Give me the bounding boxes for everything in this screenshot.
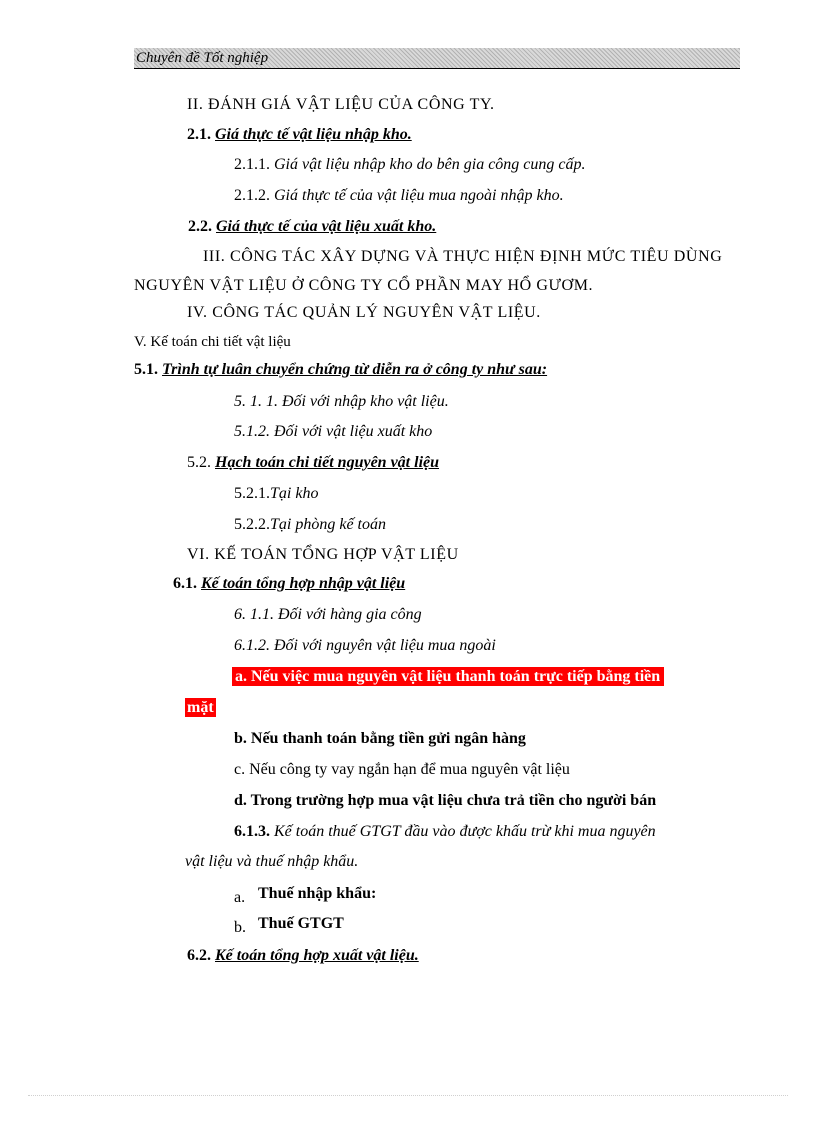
sub-item-b [234,914,344,934]
item-2-1-1-text: Giá vật liệu nhập kho do bên gia công cung cấp. [274,156,586,173]
heading-5-1-title: Trình tự luân chuyển chứng từ diễn ra ở công ty như sau: [162,361,548,378]
heading-5-2-number: 5.2. [187,454,211,471]
item-2-1-2 [234,186,564,206]
heading-6-2 [187,946,419,966]
sub-item-a-marker: a. [234,889,246,906]
heading-6-2-title: Kế toán tổng hợp xuất vật liệu. [215,947,419,964]
heading-5-2-title: Hạch toán chi tiết nguyên vật liệu [215,454,440,471]
item-c: c. Nếu công ty vay ngắn hạn để mua nguyên vật liệu [234,761,570,778]
header-title: Chuyên đề Tốt nghiệp [136,50,269,66]
sub-item-a-text: Thuế nhập khẩu: [258,885,377,902]
heading-section-3-line-2: NGUYÊN VẬT LIỆU Ở CÔNG TY CỔ PHẦN MAY HỔ GƯƠM. [134,277,594,294]
heading-5-1 [134,360,547,380]
highlighted-item-a: a. Nếu việc mua nguyên vật liệu thanh toán trực tiếp bằng tiền [232,667,664,686]
item-a-line-2 [185,698,216,718]
sub-item-b-text: Thuế GTGT [258,915,344,932]
heading-2-1-title: Giá thực tế vật liệu nhập kho. [215,126,412,143]
heading-6-1-3 [234,822,656,842]
item-5-2-2-text: Tại phòng kế toán [270,516,386,533]
heading-2-2 [188,217,436,237]
item-5-2-2 [234,515,386,535]
heading-5-2 [187,453,439,473]
item-2-1-1 [234,155,586,175]
sub-item-a [234,884,376,904]
item-6-1-1: 6. 1.1. Đối với hàng gia công [234,606,422,623]
heading-6-1-number: 6.1. [173,575,197,592]
item-6-1-2: 6.1.2. Đối với nguyên vật liệu mua ngoài [234,637,496,654]
item-5-2-1 [234,484,318,504]
heading-6-2-number: 6.2. [187,947,211,964]
item-5-2-1-number: 5.2.1. [234,485,270,502]
heading-section-2: II. ĐÁNH GIÁ VẬT LIỆU CỦA CÔNG TY. [187,96,495,113]
heading-6-1-3-number: 6.1.3. [234,823,270,840]
heading-section-3-line-1: III. CÔNG TÁC XÂY DỰNG VÀ THỰC HIỆN ĐỊNH MỨC TIÊU DÙNG [203,248,723,265]
page-header [134,48,740,69]
heading-6-1-3-continued: vật liệu và thuế nhập khẩu. [185,853,359,870]
item-5-2-2-number: 5.2.2. [234,516,270,533]
heading-section-6: VI. KẾ TOÁN TỔNG HỢP VẬT LIỆU [187,546,459,563]
page-bottom-rule [28,1095,788,1096]
item-2-1-2-number: 2.1.2. [234,187,270,204]
heading-6-1 [173,574,405,594]
heading-2-2-number: 2.2. [188,218,212,235]
item-d: d. Trong trường hợp mua vật liệu chưa trả tiền cho người bán [234,792,657,809]
item-2-1-1-number: 2.1.1. [234,156,270,173]
item-5-2-1-text: Tại kho [270,485,319,502]
item-2-1-2-text: Giá thực tế của vật liệu mua ngoài nhập kho. [274,187,564,204]
item-5-1-2: 5.1.2. Đối với vật liệu xuất kho [234,423,433,440]
heading-section-5: V. Kế toán chi tiết vật liệu [134,334,291,350]
highlighted-item-a-continued: mặt [187,699,214,716]
heading-2-1 [187,125,412,145]
item-a-line-1 [232,667,664,687]
heading-6-1-3-text: Kế toán thuế GTGT đầu vào được khấu trừ khi mua nguyên [274,823,656,840]
heading-6-1-title: Kế toán tổng hợp nhập vật liệu [201,575,406,592]
heading-section-4: IV. CÔNG TÁC QUẢN LÝ NGUYÊN VẬT LIỆU. [187,304,541,321]
heading-2-1-number: 2.1. [187,126,211,143]
item-b: b. Nếu thanh toán bằng tiền gửi ngân hàng [234,730,526,747]
heading-2-2-title: Giá thực tế của vật liệu xuất kho. [216,218,437,235]
item-5-1-1: 5. 1. 1. Đối với nhập kho vật liệu. [234,393,449,410]
sub-item-b-marker: b. [234,919,246,936]
heading-5-1-number: 5.1. [134,361,158,378]
